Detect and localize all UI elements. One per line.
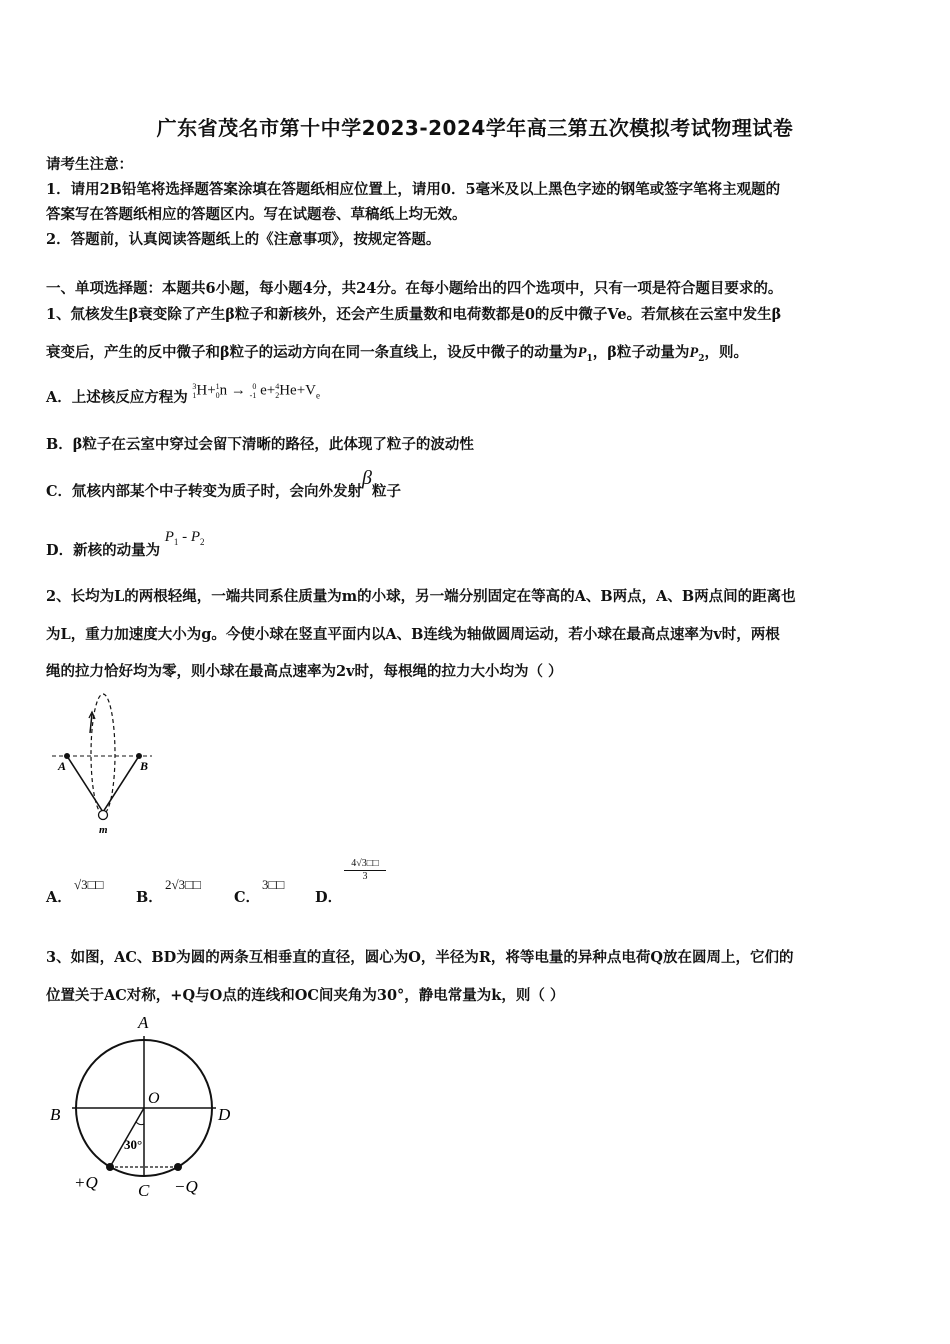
label-m: m: [99, 824, 108, 836]
q2-stem-line2: 为L，重力加速度大小为g。今使小球在竖直平面内以A、B连线为轴做圆周运动，若小球在最高点速率为v时，两根: [46, 626, 780, 643]
q2-option-a-value: √3□□: [74, 877, 104, 892]
q2-options: [46, 858, 446, 908]
angle-arc: [136, 1122, 144, 1125]
q1-stem-line2: 衰变后，产生的反中微子和β粒子的运动方向在同一条直线上，设反中微子的动量为$P_1$，β粒子动量为$P_2$，则。: [46, 344, 749, 364]
notice-item-1-cont: 答案写在答题纸相应的答题区内。写在试题卷、草稿纸上均无效。: [46, 206, 467, 223]
notice-item-1: 1．请用2B铅笔将选择题答案涂填在答题纸相应位置上，请用0．5毫米及以上黑色字迹的钢笔或签字笔将主观题的: [46, 181, 781, 198]
label-b: B: [50, 1105, 61, 1124]
q2-option-b-value: 2√3□□: [165, 877, 201, 892]
q2-option-d-label: D．: [315, 889, 343, 906]
q1-option-a: A．上述核反应方程为 3 1H+1 0n → 0 -1 e+4 $2He+V_e$: [46, 381, 320, 406]
charge-negative: [174, 1163, 182, 1171]
label-minus-q: −Q: [174, 1177, 198, 1196]
label-angle: 30°: [124, 1137, 143, 1152]
q3-stem-line1: 3、如图，AC、BD为圆的两条互相垂直的直径，圆心为O，半径为R，将等电量的异种点电荷Q放在圆周上，它们的: [46, 949, 794, 966]
q2-stem-line1: 2、长均为L的两根轻绳，一端共同系住质量为m的小球，另一端分别固定在等高的A、B两点，A、B两点间的距离也: [46, 588, 796, 605]
q2-option-d-value: 4√3□□ 3: [344, 858, 386, 882]
q1-stem-line1: 1、氚核发生β衰变除了产生β粒子和新核外，还会产生质量数和电荷数都是0的反中微子Ve。若氚核在云室中发生β: [46, 306, 782, 323]
q1-option-c: C．氚核内部某个中子转变为质子时，会向外发射β粒子: [46, 467, 402, 500]
nuclear-equation: 3 1H+1 0n → 0 -1 e+4 $2He+V_e$: [192, 381, 320, 400]
charge-positive: [106, 1163, 114, 1171]
q1-option-d: D．新核的动量为 $P_1 - P_2$: [46, 529, 205, 559]
q2-option-a-label: A．: [46, 889, 72, 906]
q3-figure: [46, 1010, 246, 1205]
rope-b: [103, 756, 139, 812]
q3-stem-line2: 位置关于AC对称，+Q与O点的连线和OC间夹角为30°，静电常量为k，则（ ）: [46, 987, 565, 1004]
q2-option-c-value: 3□□: [262, 877, 285, 892]
label-d: D: [218, 1105, 231, 1124]
q2-option-b-label: B．: [136, 889, 163, 906]
q1-option-b: B．β粒子在云室中穿过会留下清晰的路径，此体现了粒子的波动性: [46, 436, 474, 453]
page-title: 广东省茂名市第十中学2023-2024学年高三第五次模拟考试物理试卷: [156, 116, 794, 140]
q2-option-c-label: C．: [234, 889, 261, 906]
section-heading: 一、单项选择题：本题共6小题，每小题4分，共24分。在每小题给出的四个选项中，只有一项是符合题目要求的。: [46, 280, 783, 297]
notice-heading: 请考生注意：: [46, 156, 133, 173]
label-o: O: [148, 1090, 160, 1107]
label-c: C: [138, 1181, 150, 1200]
label-a: A: [138, 1013, 149, 1032]
ball: [99, 811, 108, 820]
q2-figure: [46, 688, 156, 838]
q2-stem-line3: 绳的拉力恰好均为零，则小球在最高点速率为2v时，每根绳的拉力大小均为（ ）: [46, 663, 563, 680]
notice-item-2: 2．答题前，认真阅读答题纸上的《注意事项》，按规定答题。: [46, 231, 441, 248]
rope-a: [67, 756, 103, 812]
label-b: B: [140, 759, 149, 773]
circular-path: [91, 694, 115, 814]
label-a: A: [58, 759, 67, 773]
label-plus-q: +Q: [74, 1173, 98, 1192]
